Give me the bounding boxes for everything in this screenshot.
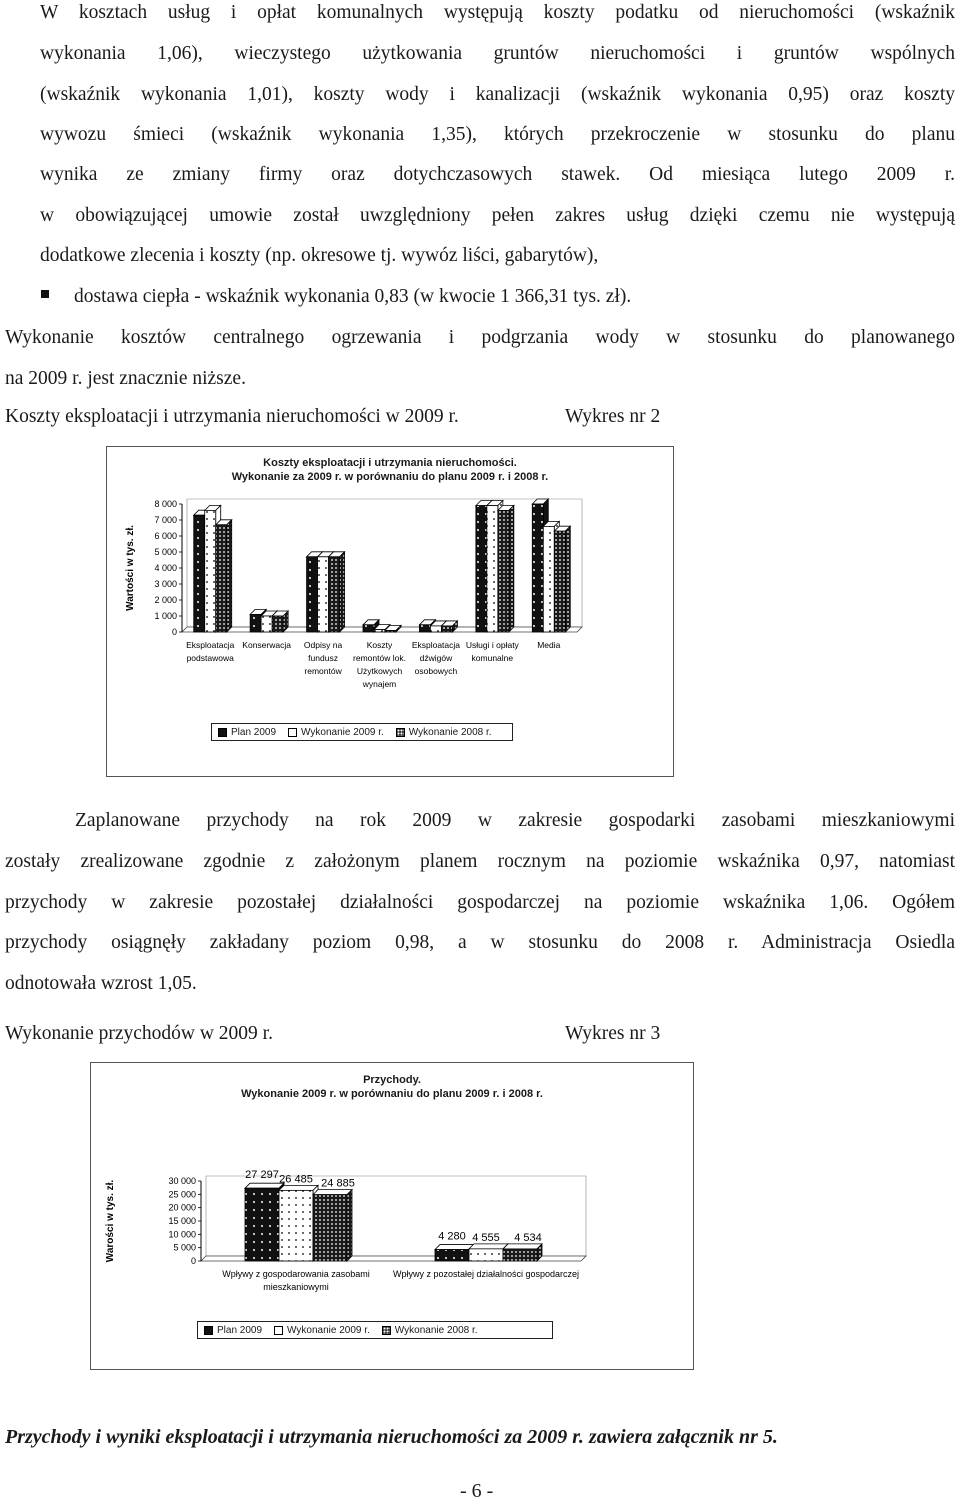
- y-tick-label: 4 000: [154, 563, 177, 573]
- x-tick-label: Eksploatacja podstawowa: [186, 640, 235, 663]
- chart-1-title-line-1: Koszty eksploatacji i utrzymania nieruchomości.: [263, 457, 517, 469]
- x-tick-label: Wpływy z gospodarowania zasobami mieszkaniowymi: [222, 1269, 370, 1292]
- bar-plan: [307, 557, 318, 632]
- legend-swatch-2009: [274, 1326, 283, 1335]
- bar-plan: [250, 614, 261, 632]
- bar-w2009: [543, 526, 554, 632]
- legend-label-2009: Wykonanie 2009 r.: [301, 726, 384, 738]
- bar-w2009: [469, 1249, 503, 1261]
- bar-w2008: [554, 531, 565, 632]
- bar-plan: [419, 625, 430, 632]
- data-label: 27 297: [245, 1169, 279, 1182]
- data-label: 24 885: [321, 1177, 355, 1190]
- x-tick-label: Koszty remontów lok. Użytkowych wynajem: [353, 640, 406, 689]
- bar-w2009: [430, 626, 441, 632]
- y-tick-label: 6 000: [154, 531, 177, 541]
- data-label: 4 280: [438, 1230, 466, 1243]
- bar-w2008: [216, 525, 227, 632]
- paragraph-1-line-3: (wskaźnik wykonania 1,01), koszty wody i kanalizacji (wskaźnik wykonania 0,95) oraz koszty: [40, 84, 955, 105]
- bar-plan: [476, 506, 487, 632]
- legend-label-2008: Wykonanie 2008 r.: [394, 1324, 478, 1336]
- y-tick-label: 10 000: [168, 1229, 196, 1240]
- chart-1-legend: [211, 723, 513, 741]
- y-axis-label: Warości w tys. zł.: [105, 1179, 116, 1263]
- bar-w2009: [318, 557, 329, 632]
- y-tick-label: 30 000: [168, 1176, 196, 1186]
- bar-w2008-side: [565, 526, 570, 632]
- legend-swatch-2008: [396, 728, 405, 737]
- bar-w2008: [385, 630, 396, 632]
- bar-w2008: [441, 626, 452, 632]
- bar-plan: [363, 625, 374, 632]
- bar-w2009-top: [279, 1185, 318, 1190]
- paragraph-1-line-6: w obowiązującej umowie został uwzględniony pełen zakres usług dzięki czemu nie występują: [40, 205, 955, 226]
- bar-w2009: [205, 510, 216, 632]
- y-tick-label: 8 000: [154, 499, 177, 509]
- y-tick-label: 5 000: [154, 547, 177, 557]
- paragraph-1-line-1: W kosztach usług i opłat komunalnych występują koszty podatku od nieruchomości (wskaźnik: [40, 2, 955, 23]
- y-tick-label: 3 000: [154, 579, 177, 589]
- chart-2-number: Wykres nr 3: [565, 1023, 661, 1044]
- bar-w2009: [487, 506, 498, 632]
- y-tick-label: 25 000: [168, 1189, 196, 1200]
- paragraph-1-line-5: wynika ze zmiany firmy oraz dotychczasowych stawek. Od miesiąca lutego 2009 r.: [40, 164, 955, 185]
- bar-plan: [245, 1188, 279, 1261]
- bullet-item-heating: dostawa ciepła - wskaźnik wykonania 0,83 (w kwocie 1 366,31 tys. zł).: [74, 286, 632, 307]
- bar-w2008-top: [503, 1244, 542, 1249]
- bar-w2008-top: [313, 1190, 352, 1195]
- paragraph-3-line-2: zostały zrealizowane zgodnie z założonym planem rocznym na poziomie wskaźnika 0,97, natomiast: [5, 851, 955, 872]
- page-number: - 6 -: [460, 1480, 494, 1502]
- x-tick-label: Konserwacja: [242, 640, 291, 650]
- y-tick-label: 20 000: [168, 1202, 196, 1213]
- bar-w2008-side: [347, 1190, 352, 1261]
- x-tick-label: Odpisy na fundusz remontów: [303, 640, 343, 676]
- paragraph-2-line-1: Wykonanie kosztów centralnego ogrzewania i podgrzania wody w stosunku do planowanego: [5, 327, 955, 348]
- paragraph-3-line-5: odnotowała wzrost 1,05.: [5, 973, 197, 994]
- data-label: 26 485: [279, 1173, 313, 1186]
- x-tick-label: Media: [537, 640, 561, 650]
- bar-plan-top: [245, 1183, 284, 1188]
- y-axis-label: Wartości w tys. zł.: [125, 525, 136, 611]
- paragraph-3-line-1: Zaplanowane przychody na rok 2009 w zakresie gospodarki zasobami mieszkaniowymi: [75, 810, 955, 831]
- legend-label-2009: Wykonanie 2009 r.: [287, 1324, 370, 1336]
- y-tick-label: 0: [171, 627, 177, 637]
- legend-label-plan: Plan 2009: [217, 1324, 263, 1336]
- bar-w2008: [503, 1249, 537, 1261]
- chart-1-title-line-2: Wykonanie za 2009 r. w porównaniu do planu 2009 r. i 2008 r.: [231, 471, 549, 483]
- bar-w2008-side: [227, 520, 232, 632]
- legend-swatch-plan: [218, 728, 227, 737]
- chart-2-legend: [197, 1321, 553, 1339]
- chart-2-revenue: [90, 1062, 694, 1370]
- bar-w2008: [313, 1195, 347, 1261]
- bar-w2008: [498, 510, 509, 632]
- paragraph-3-line-4: przychody osiągnęły zakładany poziom 0,98, a w stosunku do 2008 r. Administracja Osiedla: [5, 932, 955, 953]
- bar-w2009: [279, 1190, 313, 1261]
- bar-w2009-top: [469, 1244, 508, 1249]
- bar-plan: [435, 1250, 469, 1261]
- bar-plan-top: [435, 1245, 474, 1250]
- y-tick-label: 5 000: [173, 1242, 196, 1253]
- legend-swatch-plan: [204, 1326, 213, 1335]
- legend-label-plan: Plan 2009: [231, 726, 277, 738]
- paragraph-1-line-2: wykonania 1,06), wieczystego użytkowania gruntów nieruchomości i gruntów wspólnych: [40, 43, 955, 64]
- legend-swatch-2009: [288, 728, 297, 737]
- plot-back-wall: [187, 499, 582, 627]
- bar-plan: [532, 504, 543, 632]
- legend-label-2008: Wykonanie 2008 r.: [408, 726, 492, 738]
- chart-2-title-line-2: Wykonanie 2009 r. w porównaniu do planu 2009 r. i 2008 r.: [241, 1088, 543, 1100]
- chart-1-number: Wykres nr 2: [565, 406, 661, 427]
- bar-w2009: [374, 630, 385, 632]
- data-label: 4 555: [472, 1231, 500, 1244]
- y-tick-label: 1 000: [154, 611, 177, 621]
- paragraph-3-line-3: przychody w zakresie pozostałej działalności gospodarczej na poziomie wskaźnika 1,06. Ogółem: [5, 892, 955, 913]
- paragraph-1-line-7: dodatkowe zlecenia i koszty (np. okresowe tj. wywóz liści, gabarytów),: [40, 245, 599, 266]
- chart-2-title-line-1: Przychody.: [363, 1074, 421, 1086]
- chart-1-costs: [106, 446, 674, 777]
- bar-w2009: [261, 616, 272, 632]
- x-tick-label: Eksploatacja dźwigów osobowych: [411, 640, 461, 676]
- chart-2-caption: Wykonanie przychodów w 2009 r.: [5, 1023, 273, 1044]
- x-tick-label: Usługi i opłaty komunalne: [465, 640, 519, 663]
- footer-note: Przychody i wyniki eksploatacji i utrzymania nieruchomości za 2009 r. zawiera załącznik nr 5.: [5, 1426, 778, 1448]
- legend-swatch-2008: [382, 1326, 391, 1335]
- bar-plan: [194, 515, 205, 632]
- bar-w2008-side: [509, 505, 514, 632]
- bar-w2008: [272, 616, 283, 632]
- bullet-marker: [41, 290, 49, 298]
- x-tick-label: Wpływy z pozostałej działalności gospodarczej: [392, 1269, 580, 1279]
- data-label: 4 534: [514, 1231, 542, 1244]
- chart-1-caption: Koszty eksploatacji i utrzymania nieruchomości w 2009 r.: [5, 406, 459, 427]
- y-tick-label: 0: [190, 1256, 196, 1266]
- bar-w2008-side: [340, 552, 345, 632]
- y-tick-label: 7 000: [154, 515, 177, 525]
- paragraph-1-line-4: wywozu śmieci (wskaźnik wykonania 1,35), których przekroczenie w stosunku do planu: [40, 124, 955, 145]
- y-tick-label: 2 000: [154, 595, 177, 605]
- y-tick-label: 15 000: [168, 1216, 196, 1226]
- paragraph-2-line-2: na 2009 r. jest znacznie niższe.: [5, 368, 246, 389]
- bar-w2008: [329, 557, 340, 632]
